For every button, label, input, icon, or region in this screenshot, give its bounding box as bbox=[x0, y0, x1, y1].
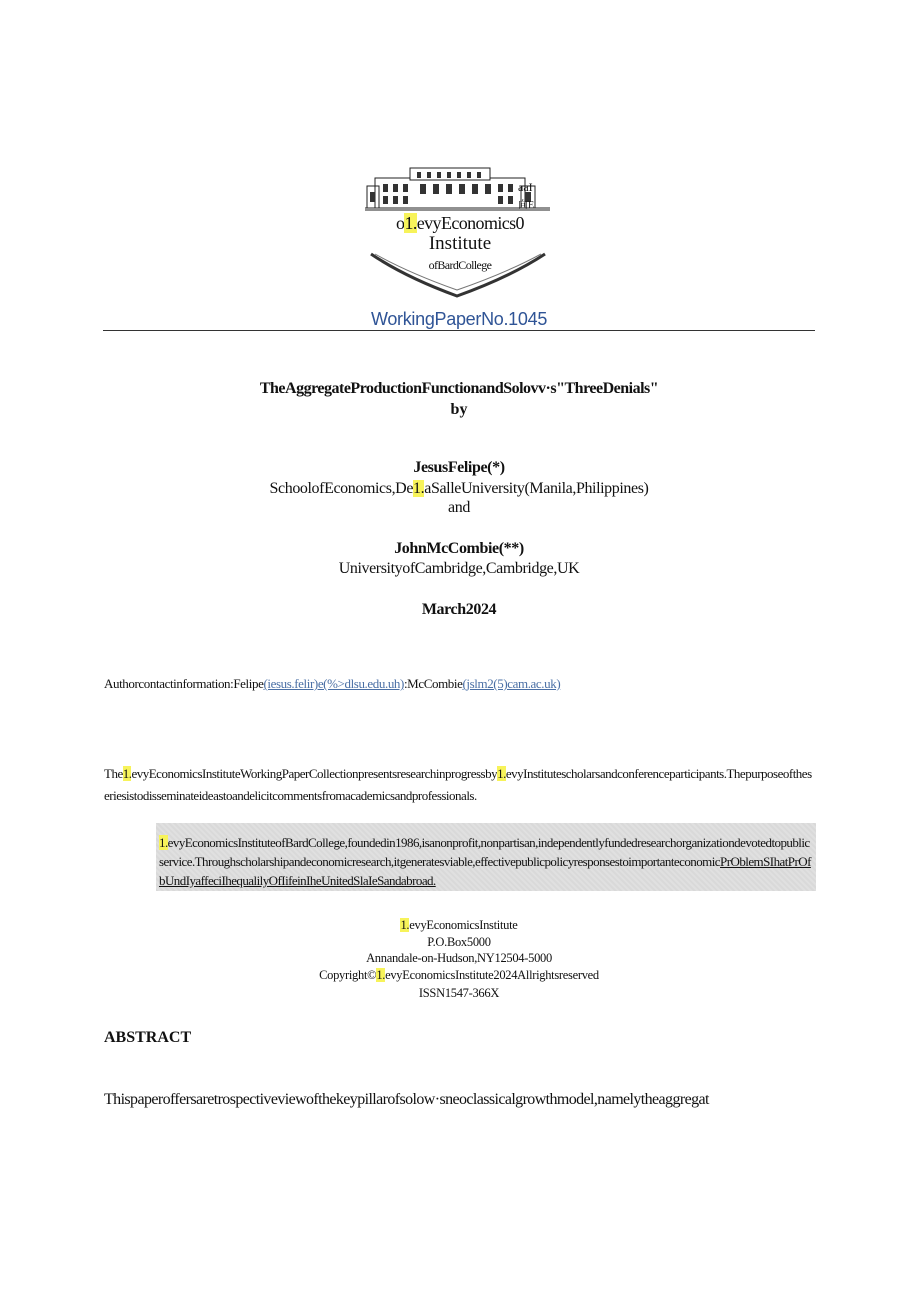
institute-description bbox=[159, 833, 813, 890]
by-label: by bbox=[450, 401, 468, 418]
logo-name bbox=[380, 213, 540, 234]
contact-info bbox=[104, 676, 560, 692]
issn-line: ISSN1547-366X bbox=[418, 986, 500, 1000]
mccombie-email-link[interactable]: (jslm2(5)cam.ac.uk) bbox=[462, 676, 561, 691]
series-text-3: evyInstitutescholarsandconferenceparticipants.Thepurposeoftheseriesistodisseminateideastoandelicitcommentsfromacademicsandprofessionals. bbox=[104, 766, 812, 803]
logo-side-text-2: 向E bbox=[518, 200, 535, 211]
author-2-name: JohnMcCombie(**) bbox=[394, 540, 524, 557]
working-paper-number: WorkingPaperNo.1045 bbox=[370, 309, 548, 329]
paper-title: TheAggregateProductionFunctionandSolovv·s"ThreeDenials" bbox=[259, 380, 659, 397]
copyright-line bbox=[103, 968, 815, 983]
highlight-mark: 1. bbox=[413, 480, 425, 497]
series-text-1: The bbox=[104, 766, 123, 781]
highlight-mark: 1. bbox=[376, 968, 386, 982]
copyright-post: evyEconomicsInstitute2024Allrightsreserved bbox=[385, 968, 599, 982]
address-institute: evyEconomicsInstitute bbox=[409, 918, 518, 932]
paper-date: March2024 bbox=[421, 601, 497, 618]
author-2-affiliation: UniversityofCambridge,Cambridge,UK bbox=[338, 560, 580, 577]
highlight-mark: 1. bbox=[400, 918, 410, 932]
logo-institute: Institute bbox=[428, 233, 492, 254]
affil-post: aSalleUniversity(Manila,Philippines) bbox=[424, 480, 649, 497]
abstract-text: Thispaperoffersaretrospectiveviewofthekeypillarofsolow·sneoclassicalgrowthmodel,namelytheaggregat bbox=[104, 1091, 709, 1108]
abstract-heading: ABSTRACT bbox=[104, 1029, 192, 1046]
highlight-mark: 1. bbox=[159, 835, 168, 850]
and-label: and bbox=[448, 499, 470, 516]
address-line-2: P.O.Box5000 bbox=[427, 935, 491, 949]
institute-description-underlined: PrOblemSIhatPrOfbUndIyaffeciIhequalilyOfIifeinIheUnitedSlaIeSandabroad. bbox=[159, 854, 811, 888]
felipe-email-link[interactable]: (iesus.felir)e(%>dlsu.edu.uh) bbox=[263, 676, 404, 691]
address-line-3: Annandale-on-Hudson,NY12504-5000 bbox=[366, 951, 552, 965]
contact-mid: :McCombie bbox=[403, 676, 463, 691]
address-line-1 bbox=[103, 918, 815, 933]
author-1-name: JesusFelipe(*) bbox=[413, 459, 505, 476]
highlight-mark: 1. bbox=[404, 213, 417, 233]
divider bbox=[103, 330, 815, 331]
logo-name-rest: evyEconomics0 bbox=[416, 213, 524, 233]
affil-pre: SchoolofEconomics,De bbox=[269, 480, 414, 497]
author-1-affiliation bbox=[103, 480, 815, 498]
copyright-pre: Copyright© bbox=[319, 968, 377, 982]
highlight-mark: 1. bbox=[122, 766, 132, 781]
logo-prefix: o bbox=[396, 213, 405, 233]
institute-description-text: evyEconomicsInstituteofBardCollege,foundedin1986,isanonprofit,nonpartisan,independentlyfundedresearchorganizationdevotedtopublicservice.Throughscholarshipandeconomicresearch,itgeneratesviable,effectivepublicpolicyresponsestoimportanteconomic bbox=[159, 835, 810, 869]
contact-label: Authorcontactinformation:Felipe bbox=[104, 676, 264, 691]
highlight-mark: 1. bbox=[497, 766, 506, 781]
series-text-2: evyEconomicsInstituteWorkingPaperCollectionpresentsresearchinprogressby bbox=[131, 766, 498, 781]
logo-college: ofBardCollege bbox=[428, 258, 492, 272]
series-description bbox=[104, 763, 816, 807]
logo-side-text: aaI bbox=[518, 180, 533, 194]
